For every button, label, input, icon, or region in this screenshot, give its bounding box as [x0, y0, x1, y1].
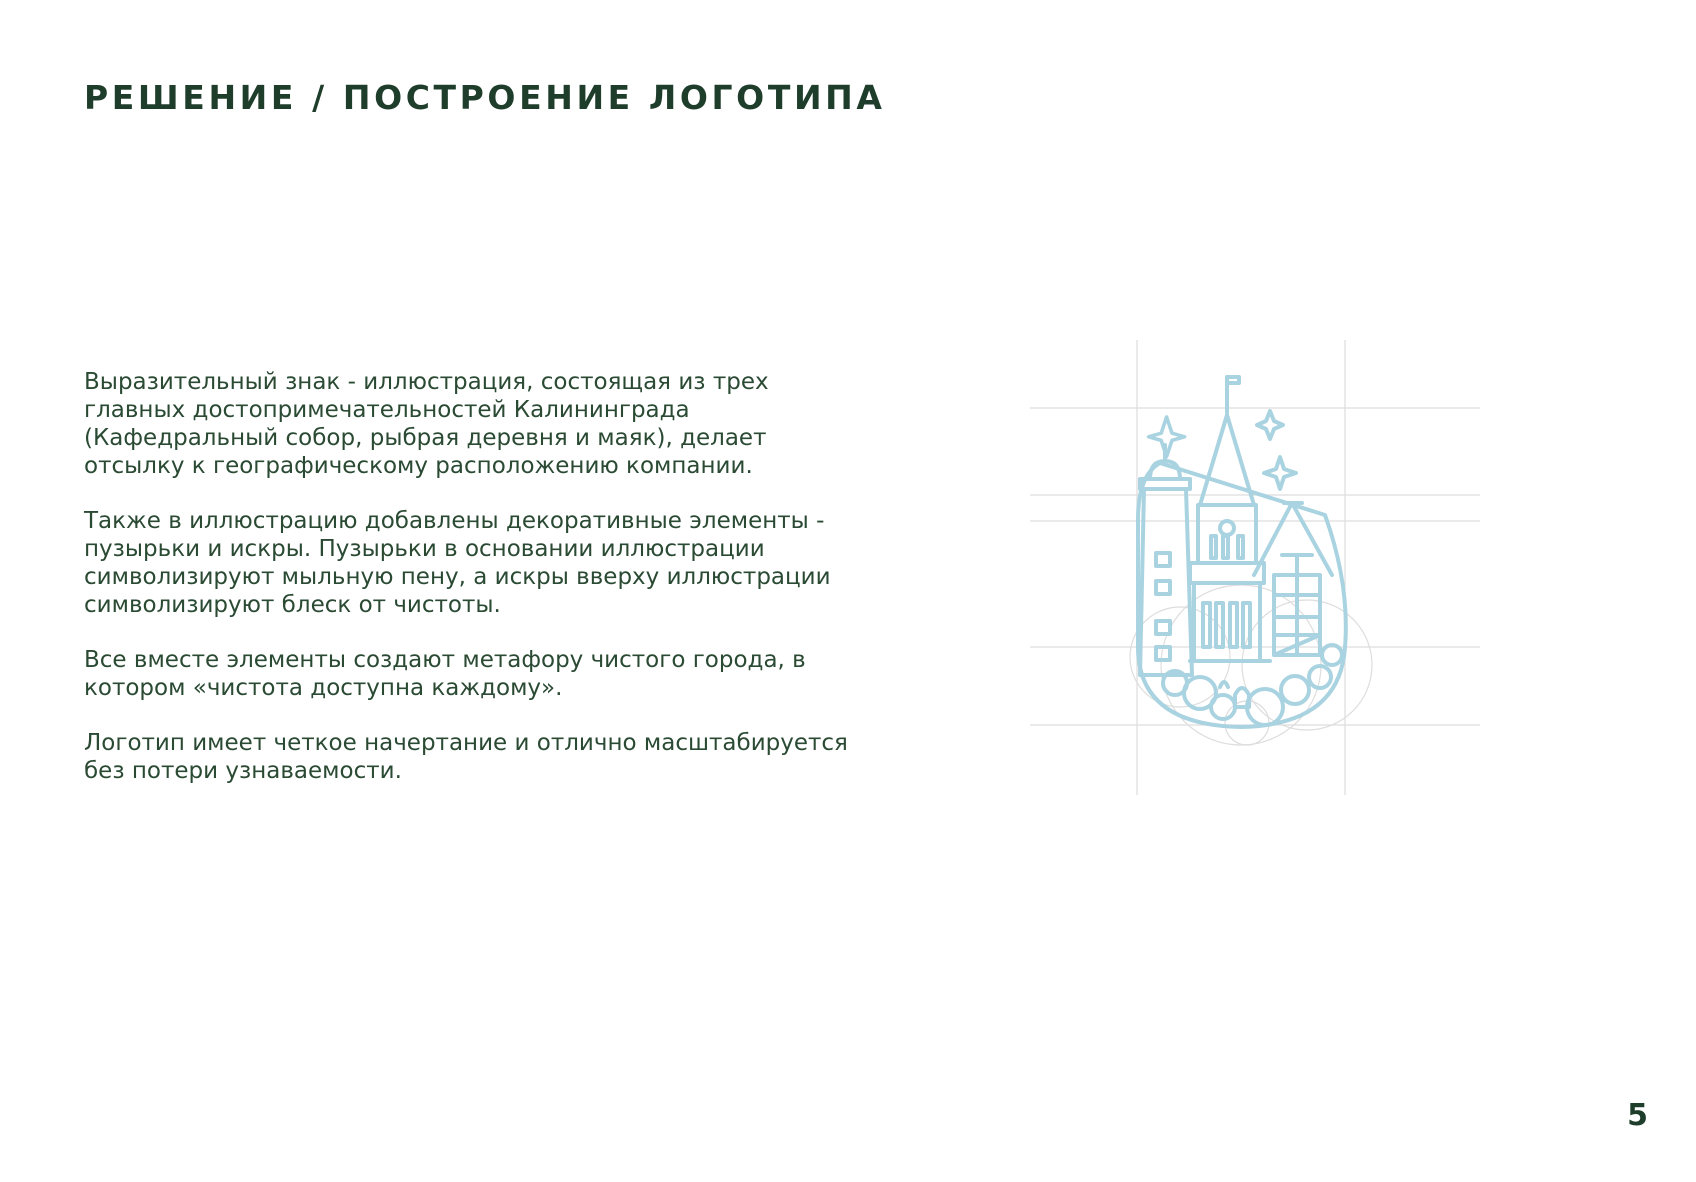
paragraph-3: Все вместе элементы создают метафору чистого города, в котором «чистота доступна каждому». — [84, 647, 806, 701]
paragraph-4: Логотип имеет четкое начертание и отлично масштабируется без потери узнаваемости. — [84, 730, 848, 784]
cathedral-icon — [1190, 377, 1270, 661]
logo-construction-figure — [1020, 335, 1490, 795]
page-number: 5 — [1627, 1098, 1648, 1133]
logo-lines — [1138, 377, 1346, 727]
paragraph-1: Выразительный знак - иллюстрация, состоящая из трех главных достопримечательностей Калининграда (Кафедральный собор, рыбрая деревня и маяк), делает отсылку к географическому расположению компании. — [84, 369, 769, 479]
page-title: РЕШЕНИЕ / ПОСТРОЕНИЕ ЛОГОТИПА — [84, 78, 886, 117]
paragraph-2: Также в иллюстрацию добавлены декоративные элементы - пузырьки и искры. Пузырьки в основании иллюстрации символизируют мыльную пену, а искры вверху иллюстрации символизируют блеск от чистоты. — [84, 508, 831, 618]
logo-construction-illustration — [1020, 335, 1490, 795]
lighthouse-icon — [1140, 445, 1192, 675]
description-text — [84, 368, 864, 812]
